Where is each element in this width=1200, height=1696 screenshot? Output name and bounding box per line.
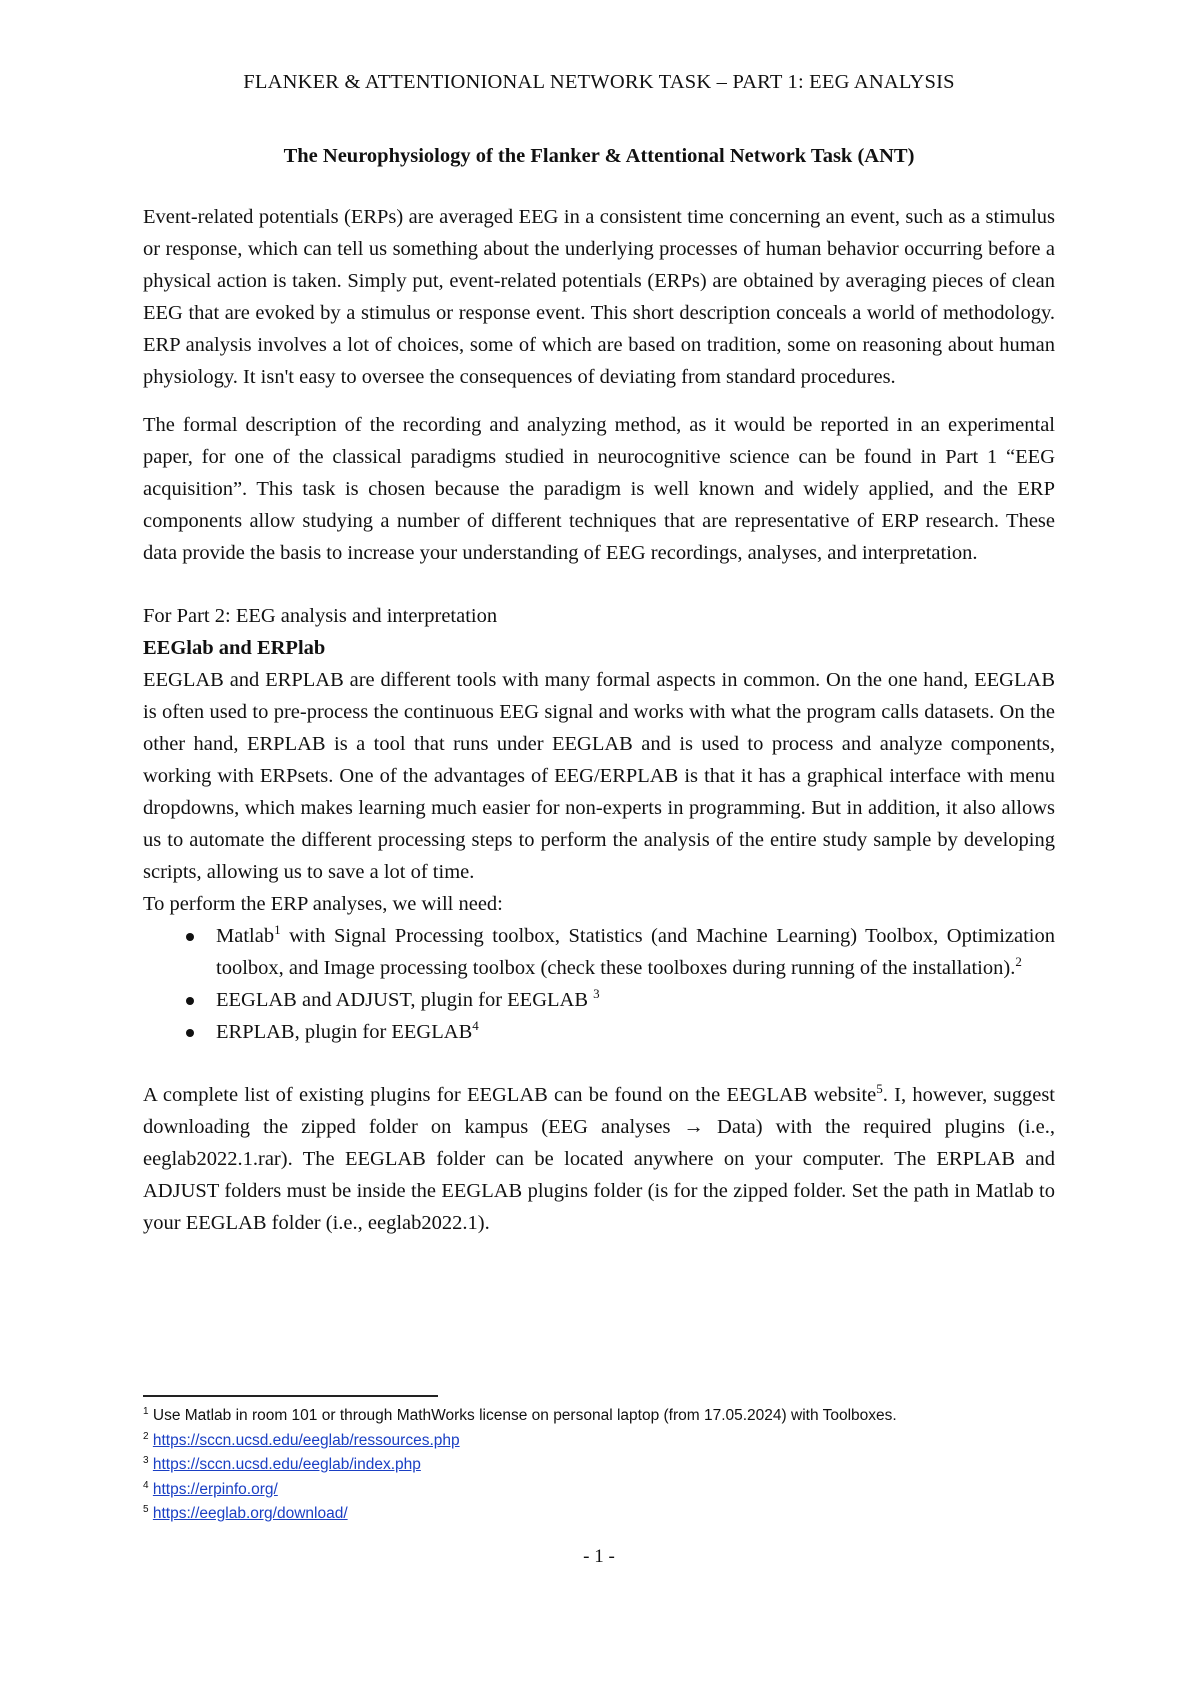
footnote-link[interactable]: https://sccn.ucsd.edu/eeglab/ressources.php xyxy=(152,1431,460,1449)
requirements-intro: To perform the ERP analyses, we will need: xyxy=(143,893,503,915)
eeglab-heading: EEGlab and ERPlab xyxy=(143,637,326,659)
footnotes xyxy=(143,1404,1055,1527)
list-item: Matlab$^1$ with Signal Processing toolbox, Statistics (and Machine Learning) Toolbox, Optimization toolbox, and Image processing toolbox (check these toolboxes during running of the installation).$^2$ xyxy=(143,920,1055,984)
bullet-icon xyxy=(186,1029,194,1037)
section-title: The Neurophysiology of the Flanker & Attentional Network Task (ANT) xyxy=(283,145,915,167)
body-text xyxy=(143,201,1055,1239)
footnote-link[interactable]: https://sccn.ucsd.edu/eeglab/index.php xyxy=(152,1456,421,1473)
bullet-icon xyxy=(186,933,194,941)
paragraph-eeglab-erplab: EEGLAB and ERPLAB are different tools with many formal aspects in common. On the one hand, EEGLAB is often used to pre-process the continuous EEG signal and works with what the program calls datasets. On the other hand, ERPLAB is a tool that runs under EEGLAB and is used to process and analyze components, working with ERPsets. One of the advantages of EEG/ERPLAB is that it has a graphical interface with menu dropdowns, which makes learning much easier for non-experts in programming. But in addition, it also allows us to automate the different processing steps to perform the analysis of the entire study sample by developing scripts, allowing us to save a lot of time. xyxy=(143,669,1055,883)
footnote-link[interactable]: https://eeglab.org/download/ xyxy=(152,1505,348,1522)
list-item: ERPLAB, plugin for EEGLAB$^4$ xyxy=(143,1016,1055,1048)
running-header: FLANKER & ATTENTIONIONAL NETWORK TASK – PART 1: EEG ANALYSIS xyxy=(243,71,955,93)
list-item: EEGLAB and ADJUST, plugin for EEGLAB $^3$ xyxy=(143,984,1055,1016)
requirements-list xyxy=(143,920,1055,1048)
arrow-right-icon: → xyxy=(683,1116,704,1138)
footnote-ref: 3 xyxy=(593,986,600,1002)
footnote-ref: 1 xyxy=(274,922,281,938)
bullet-icon xyxy=(186,997,194,1005)
footnote-ref: 4 xyxy=(472,1018,479,1034)
footnote-divider xyxy=(143,1395,438,1397)
footnote-4: $^4$ https://erpinfo.org/ xyxy=(143,1479,278,1498)
footnote-5: $^5$ https://eeglab.org/download/ xyxy=(143,1503,348,1522)
footnote-3: $^3$ https://sccn.ucsd.edu/eeglab/index.php xyxy=(143,1454,421,1473)
footnote-link[interactable]: https://erpinfo.org/ xyxy=(152,1480,278,1498)
footnote-ref: 5 xyxy=(876,1081,883,1097)
paragraph-plugins: A complete list of existing plugins for EEGLAB can be found on the EEGLAB website$^5$. I, however, suggest downloading the zipped folder on kampus (EEG analyses → Data) with the required plugins (i.e., eeglab2022.1.rar). The EEGLAB folder can be located anywhere on your computer. The ERPLAB and ADJUST folders must be inside the EEGLAB plugins folder (is for the zipped folder. Set the path in Matlab to your EEGLAB folder (i.e., eeglab2022.1). xyxy=(143,1081,1055,1234)
footnote-2: $^2$ https://sccn.ucsd.edu/eeglab/ressources.php xyxy=(143,1430,460,1449)
paragraph-formal-description: The formal description of the recording and analyzing method, as it would be reported in an experimental paper, for one of the classical paradigms studied in neurocognitive science can be found in Part 1 “EEG acquisition”. This task is chosen because the paradigm is well known and widely applied, and the ERP components allow studying a number of different techniques that are representative of ERP research. These data provide the basis to increase your understanding of EEG recordings, analyses, and interpretation. xyxy=(143,414,1055,564)
footnote-ref: 2 xyxy=(1015,954,1022,970)
paragraph-erp-intro: Event-related potentials (ERPs) are averaged EEG in a consistent time concerning an event, such as a stimulus or response, which can tell us something about the underlying processes of human behavior occurring before a physical action is taken. Simply put, event-related potentials (ERPs) are obtained by averaging pieces of clean EEG that are evoked by a stimulus or response event. This short description conceals a world of methodology. ERP analysis involves a lot of choices, some of which are based on tradition, some on reasoning about human physiology. It isn't easy to oversee the consequences of deviating from standard procedures. xyxy=(143,206,1055,388)
page-number: - 1 - xyxy=(583,1546,615,1567)
footnote-1: $^1$ Use Matlab in room 101 or through MathWorks license on personal laptop (from 17.05.2024) with Toolboxes. xyxy=(143,1405,897,1424)
part2-label: For Part 2: EEG analysis and interpretation xyxy=(143,605,498,627)
